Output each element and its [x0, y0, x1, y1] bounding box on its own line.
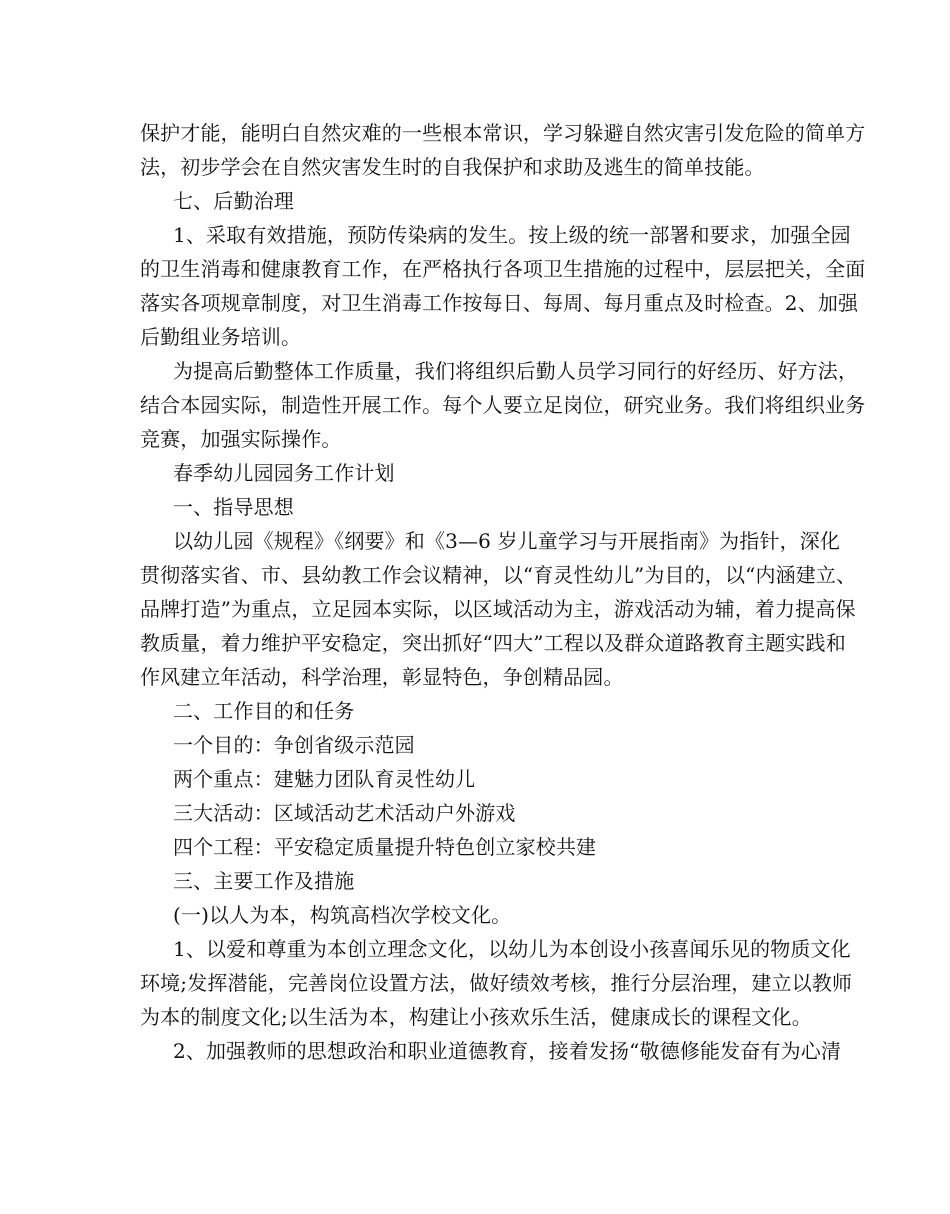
body-line: 的卫生消毒和健康教育工作，在严格执行各项卫生措施的过程中，层层把关，全面 [140, 257, 866, 281]
body-line: 落实各项规章制度，对卫生消毒工作按每日、每周、每月重点及时检查。2、加强 [140, 291, 859, 315]
body-line: 贯彻落实省、市、县幼教工作会议精神，以“育灵性幼儿”为目的，以“内涵建立、 [140, 563, 857, 587]
body-line: 1、以爱和尊重为本创立理念文化，以幼儿为本创设小孩喜闻乐见的物质文化 [173, 937, 851, 961]
body-line: 教质量，着力维护平安稳定，突出抓好“四大”工程以及群众道路教育主题实践和 [140, 631, 846, 655]
body-line: 保护才能，能明白自然灾难的一些根本常识，学习躲避自然灾害引发危险的简单方 [140, 121, 866, 145]
body-line: 环境;发挥潜能，完善岗位设置方法，做好绩效考核，推行分层治理，建立以教师 [140, 971, 853, 995]
section-heading: 一、指导思想 [173, 495, 294, 519]
subsection-heading: (一)以人为本，构筑高档次学校文化。 [173, 903, 512, 927]
section-heading: 七、后勤治理 [173, 189, 294, 213]
document-title: 春季幼儿园园务工作计划 [173, 461, 395, 485]
body-line: 2、加强教师的思想政治和职业道德教育，接着发扬“敬德修能发奋有为心清 [173, 1039, 842, 1063]
body-line: 竞赛，加强实际操作。 [140, 427, 342, 451]
body-line: 1、采取有效措施，预防传染病的发生。按上级的统一部署和要求，加强全园 [173, 223, 851, 247]
body-line: 后勤组业务培训。 [140, 325, 302, 349]
body-line: 法，初步学会在自然灾害发生时的自我保护和求助及逃生的简单技能。 [140, 155, 765, 179]
document-body [140, 116, 866, 1068]
body-line: 作风建立年活动，科学治理，彰显特色，争创精品园。 [140, 665, 624, 689]
list-item: 三大活动：区域活动艺术活动户外游戏 [173, 801, 516, 825]
body-line: 品牌打造”为重点，立足园本实际，以区域活动为主，游戏活动为辅，着力提高保 [140, 597, 856, 621]
body-line: 为提高后勤整体工作质量，我们将组织后勤人员学习同行的好经历、好方法， [173, 359, 859, 383]
section-heading: 三、主要工作及措施 [173, 869, 355, 893]
list-item: 四个工程：平安稳定质量提升特色创立家校共建 [173, 835, 597, 859]
body-line: 以幼儿园《规程》《纲要》和《3—6 岁儿童学习与开展指南》为指针，深化 [173, 529, 841, 553]
list-item: 两个重点：建魅力团队育灵性幼儿 [173, 767, 476, 791]
body-line: 结合本园实际，制造性开展工作。每个人要立足岗位，研究业务。我们将组织业务 [140, 393, 866, 417]
section-heading: 二、工作目的和任务 [173, 699, 355, 723]
list-item: 一个目的：争创省级示范园 [173, 733, 415, 757]
body-line: 为本的制度文化;以生活为本，构建让小孩欢乐生活，健康成长的课程文化。 [140, 1005, 812, 1029]
